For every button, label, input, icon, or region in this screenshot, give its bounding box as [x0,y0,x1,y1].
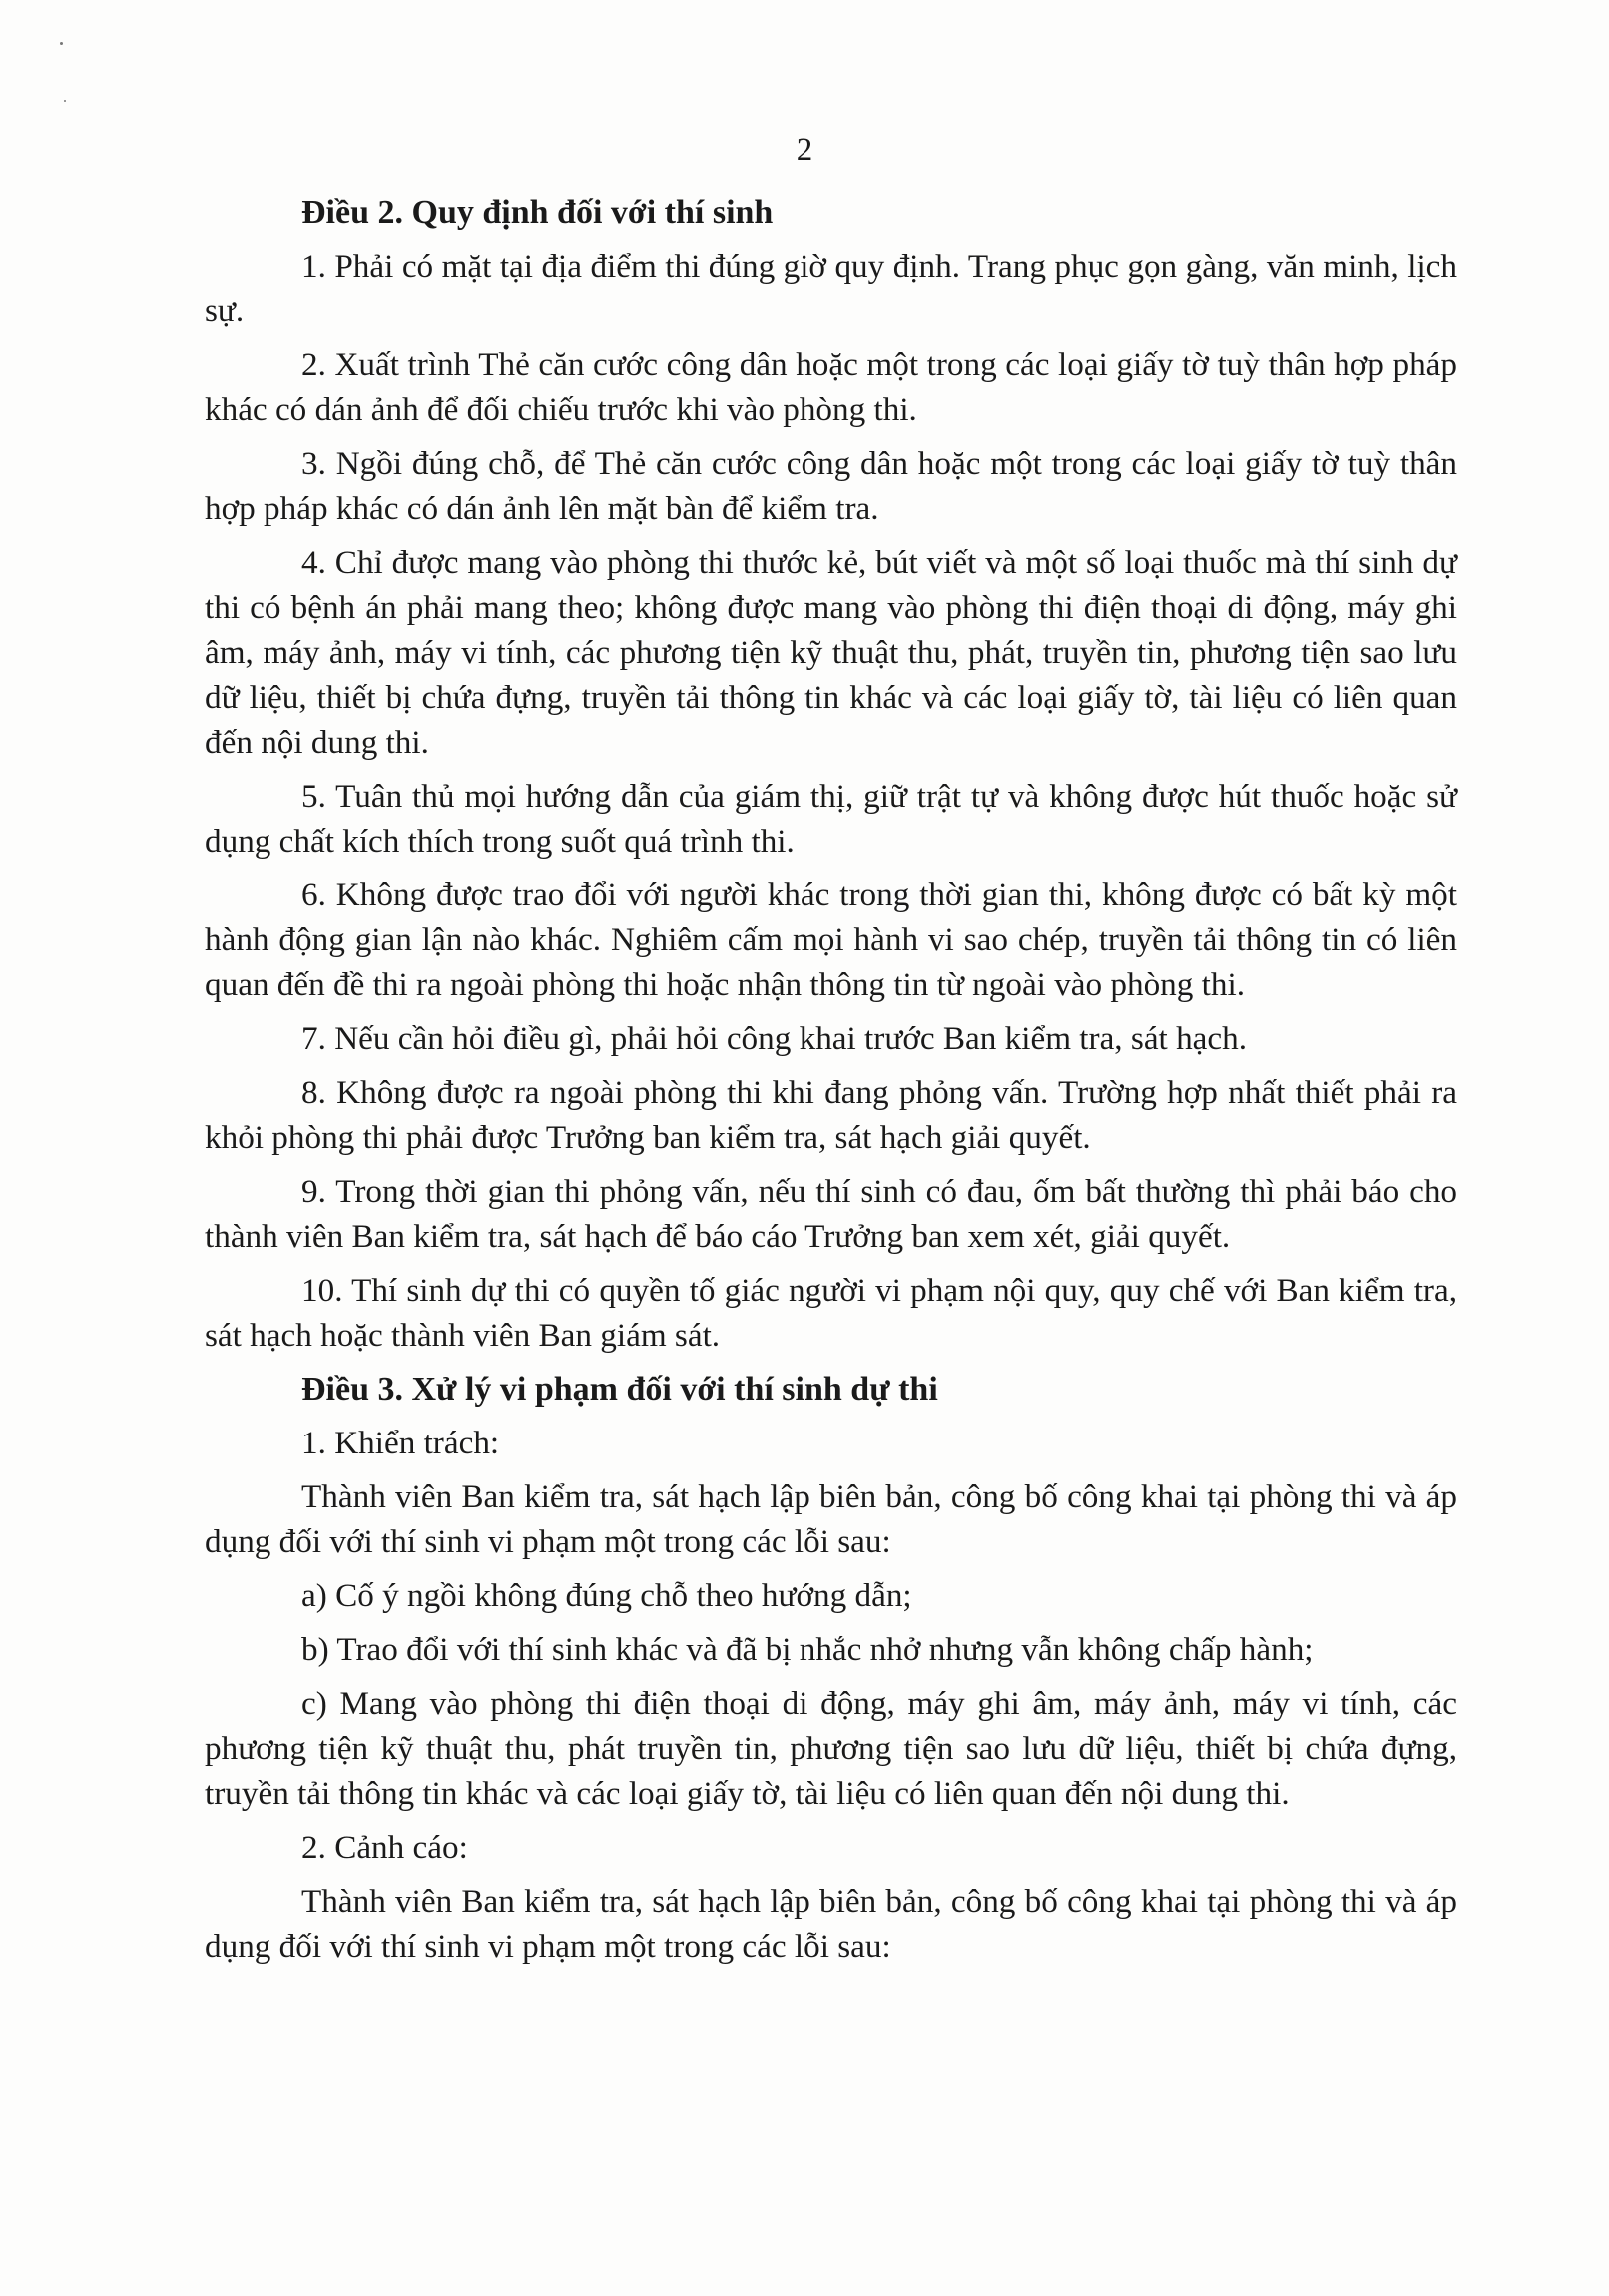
article-2-heading: Điều 2. Quy định đối với thí sinh [301,194,774,231]
article-3-item: b) Trao đổi với thí sinh khác và đã bị nhắc nhở nhưng vẫn không chấp hành; [301,1631,1314,1668]
article-3-item: a) Cố ý ngồi không đúng chỗ theo hướng dẫn; [301,1577,912,1614]
scan-speck [60,42,63,45]
article-2-item: 10. Thí sinh dự thi có quyền tố giác người vi phạm nội quy, quy chế với Ban kiểm tra, sát hạch hoặc thành viên Ban giám sát. [205,1272,1457,1354]
scan-speck [64,100,66,102]
article-2-item: 5. Tuân thủ mọi hướng dẫn của giám thị, giữ trật tự và không được hút thuốc hoặc sử dụng chất kích thích trong suốt quá trình thi. [205,778,1457,860]
article-2-item: 1. Phải có mặt tại địa điểm thi đúng giờ quy định. Trang phục gọn gàng, văn minh, lịch sự. [205,248,1457,329]
article-2-item: 4. Chỉ được mang vào phòng thi thước kẻ, bút viết và một số loại thuốc mà thí sinh dự thi có bệnh án phải mang theo; không được mang vào phòng thi điện thoại di động, máy ghi âm, máy ảnh, máy vi tính, các phương tiện kỹ thuật thu, phát, truyền tin, phương tiện sao lưu dữ liệu, thiết bị chứa đựng, truyền tải thông tin khác và các loại giấy tờ, tài liệu có liên quan đến nội dung thi. [205,544,1457,761]
page-number: 2 [796,132,813,168]
article-2-item: 6. Không được trao đổi với người khác trong thời gian thi, không được có bất kỳ một hành động gian lận nào khác. Nghiêm cấm mọi hành vi sao chép, truyền tải thông tin có liên quan đến đề thi ra ngoài phòng thi hoặc nhận thông tin từ ngoài vào phòng thi. [205,876,1457,1003]
article-3-item: Thành viên Ban kiểm tra, sát hạch lập biên bản, công bố công khai tại phòng thi và áp dụng đối với thí sinh vi phạm một trong các lỗi sau: [205,1478,1457,1560]
article-3-item: c) Mang vào phòng thi điện thoại di động, máy ghi âm, máy ảnh, máy vi tính, các phương tiện kỹ thuật thu, phát truyền tin, phương tiện sao lưu dữ liệu, thiết bị chứa đựng, truyền tải thông tin khác và các loại giấy tờ, tài liệu có liên quan đến nội dung thi. [205,1685,1457,1812]
article-3-heading: Điều 3. Xử lý vi phạm đối với thí sinh dự thi [301,1371,938,1408]
article-2-item: 8. Không được ra ngoài phòng thi khi đang phỏng vấn. Trường hợp nhất thiết phải ra khỏi phòng thi phải được Trưởng ban kiểm tra, sát hạch giải quyết. [205,1074,1457,1156]
article-2-item: 3. Ngồi đúng chỗ, để Thẻ căn cước công dân hoặc một trong các loại giấy tờ tuỳ thân hợp pháp khác có dán ảnh lên mặt bàn để kiểm tra. [205,445,1457,527]
article-2-item: 9. Trong thời gian thi phỏng vấn, nếu thí sinh có đau, ốm bất thường thì phải báo cho thành viên Ban kiểm tra, sát hạch để báo cáo Trưởng ban xem xét, giải quyết. [205,1173,1457,1255]
article-3-item: 2. Cảnh cáo: [301,1829,468,1866]
article-2-item: 2. Xuất trình Thẻ căn cước công dân hoặc một trong các loại giấy tờ tuỳ thân hợp pháp khác có dán ảnh để đối chiếu trước khi vào phòng thi. [205,346,1457,428]
article-3-item: 1. Khiển trách: [301,1425,500,1461]
article-2-item: 7. Nếu cần hỏi điều gì, phải hỏi công khai trước Ban kiểm tra, sát hạch. [301,1020,1248,1057]
article-3-item: Thành viên Ban kiểm tra, sát hạch lập biên bản, công bố công khai tại phòng thi và áp dụng đối với thí sinh vi phạm một trong các lỗi sau: [205,1883,1457,1965]
document-body [205,190,1457,1978]
